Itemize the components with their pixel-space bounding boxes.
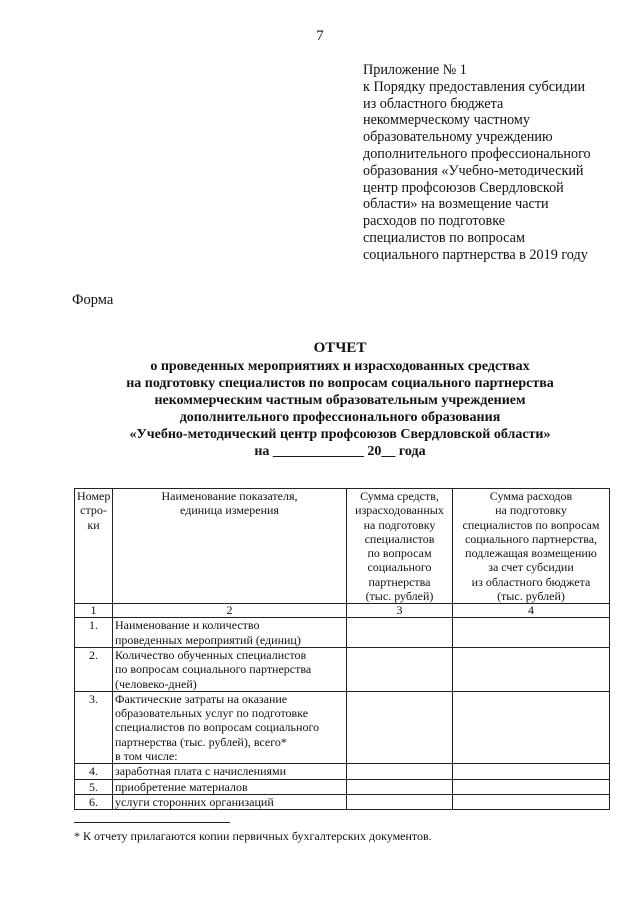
header-text: на подготовку — [495, 503, 567, 518]
indicator-cell — [113, 779, 347, 794]
indicator-text: Количество обученных специалистов — [115, 647, 307, 662]
header-text: израсходованных — [355, 503, 444, 518]
table-row — [75, 618, 610, 648]
table-row — [75, 691, 610, 763]
appendix-line: расходов по подготовке — [363, 213, 506, 230]
title-line: «Учебно-методический центр профсоюзов Свердловской области» — [129, 427, 551, 442]
spent-amount-cell — [347, 794, 453, 809]
appendix-line: из областного бюджета — [363, 95, 504, 112]
table-row — [75, 647, 610, 691]
header-text: Наименование показателя, — [161, 489, 298, 503]
indicator-cell — [113, 618, 347, 648]
column-number: 1 — [75, 604, 113, 618]
indicator-cell — [113, 794, 347, 809]
indicator-text: приобретение материалов — [115, 779, 248, 794]
page-number: 7 — [316, 28, 324, 44]
reimbursable-amount-cell — [453, 794, 610, 809]
header-text: Сумма расходов — [489, 489, 573, 503]
appendix-line: специалистов по вопросам — [363, 229, 525, 246]
appendix-block — [363, 62, 623, 264]
spent-amount-cell — [347, 764, 453, 779]
spent-amount-cell — [347, 691, 453, 763]
table-row — [75, 764, 610, 779]
report-title — [60, 340, 620, 460]
indicator-text: в том числе: — [115, 749, 178, 764]
report-table — [74, 488, 610, 810]
indicator-cell — [113, 764, 347, 779]
table-row — [75, 794, 610, 809]
column-number-row — [75, 604, 610, 618]
indicator-cell — [113, 647, 347, 691]
reimbursable-amount-cell — [453, 647, 610, 691]
header-text: стро- — [80, 503, 107, 518]
indicator-text: партнерства (тыс. рублей), всего* — [115, 734, 287, 749]
header-row-number — [75, 489, 113, 604]
title-main: ОТЧЕТ — [313, 340, 367, 356]
spent-amount-cell — [347, 647, 453, 691]
appendix-line: центр профсоюзов Свердловской — [363, 179, 564, 196]
header-text: специалистов — [364, 531, 435, 546]
header-spent-amount — [347, 489, 453, 604]
indicator-text: заработная плата с начислениями — [115, 764, 287, 779]
title-line: о проведенных мероприятиях и израсходованных средствах — [150, 359, 530, 374]
header-text: (тыс. рублей) — [497, 589, 565, 604]
row-number: 3. — [75, 691, 113, 763]
reimbursable-amount-cell — [453, 691, 610, 763]
appendix-line: дополнительного профессионального — [363, 145, 591, 162]
row-number: 5. — [75, 779, 113, 794]
appendix-line: к Порядку предоставления субсидии — [363, 78, 586, 95]
indicator-text: по вопросам социального партнерства — [115, 662, 312, 677]
indicator-text: Фактические затраты на оказание — [115, 691, 288, 706]
reimbursable-amount-cell — [453, 779, 610, 794]
indicator-text: Наименование и количество — [115, 618, 260, 633]
header-text: ки — [87, 517, 100, 532]
header-text: специалистов по вопросам — [462, 517, 600, 532]
indicator-text: услуги сторонних организаций — [115, 794, 274, 809]
appendix-line: социального партнерства в 2019 году — [363, 246, 588, 263]
title-line: дополнительного профессионального образования — [179, 410, 501, 425]
indicator-text: (человеко-дней) — [115, 676, 197, 691]
header-text: социального — [367, 560, 432, 575]
indicator-text: проведенных мероприятий (единиц) — [115, 632, 301, 647]
header-indicator-name — [113, 489, 347, 604]
appendix-line: образовательному учреждению — [363, 129, 553, 146]
spent-amount-cell — [347, 618, 453, 648]
header-text: из областного бюджета — [471, 574, 591, 589]
title-date-line: на _____________ 20__ года — [254, 444, 426, 459]
column-number: 4 — [453, 604, 610, 618]
appendix-line: области» на возмещение части — [363, 196, 549, 213]
indicator-text: образовательных услуг по подготовке — [115, 706, 309, 721]
header-text: единица измерения — [180, 503, 279, 518]
footnote: * К отчету прилагаются копии первичных бухгалтерских документов. — [74, 829, 432, 843]
header-text: социального партнерства, — [464, 531, 598, 546]
column-number: 2 — [113, 604, 347, 618]
header-text: подлежащая возмещению — [465, 546, 597, 561]
spent-amount-cell — [347, 779, 453, 794]
table-row — [75, 779, 610, 794]
reimbursable-amount-cell — [453, 764, 610, 779]
header-text: за счет субсидии — [488, 560, 574, 575]
appendix-line: образования «Учебно-методический — [363, 162, 584, 179]
title-line: на подготовку специалистов по вопросам социального партнерства — [126, 376, 554, 391]
reimbursable-amount-cell — [453, 618, 610, 648]
header-text: Номер — [77, 489, 111, 503]
indicator-text: специалистов по вопросам социального — [115, 720, 320, 735]
row-number: 4. — [75, 764, 113, 779]
header-text: на подготовку — [363, 517, 436, 532]
row-number: 2. — [75, 647, 113, 691]
row-number: 1. — [75, 618, 113, 648]
form-label: Форма — [72, 292, 114, 308]
column-number: 3 — [347, 604, 453, 618]
header-text: по вопросам — [367, 546, 432, 561]
header-row — [75, 489, 610, 604]
row-number: 6. — [75, 794, 113, 809]
header-text: партнерства — [368, 574, 431, 589]
footnote-divider — [74, 822, 230, 823]
appendix-line: некоммерческому частному — [363, 112, 530, 129]
header-text: Сумма средств, — [360, 489, 439, 503]
indicator-cell — [113, 691, 347, 763]
title-line: некоммерческим частным образовательным учреждением — [154, 393, 526, 408]
header-reimbursable-amount — [453, 489, 610, 604]
header-text: (тыс. рублей) — [365, 589, 434, 604]
appendix-line: Приложение № 1 — [363, 62, 467, 78]
